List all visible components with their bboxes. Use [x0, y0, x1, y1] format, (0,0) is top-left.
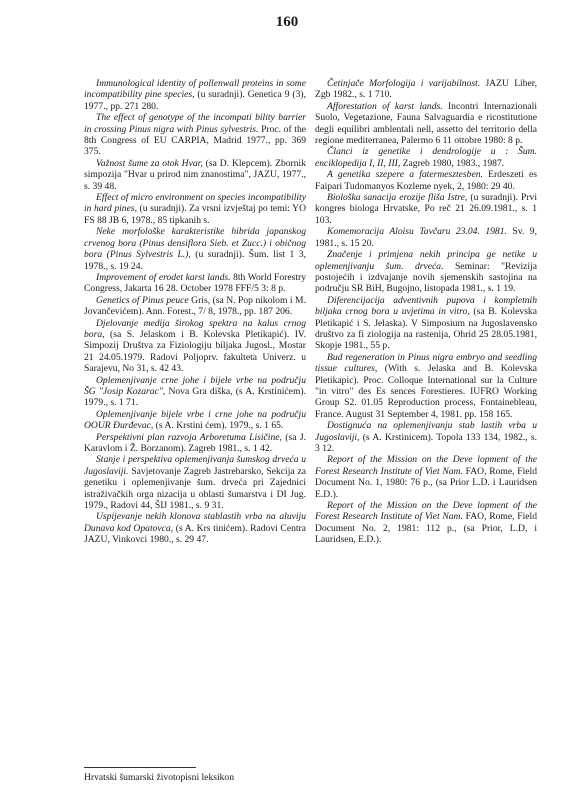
entry-title: Report of the Mission on the Deve lopment of the Forest Research Institute of Viet Nam. [315, 454, 537, 477]
entry-details: (With s. Jelaska and B. Kolevska Pletikapic). Proc. Colloque International sur la Culture "in vitro" des Es sences Forestieres. IUFRO Working Group S2. 01.05 Reproduction process, Fontainebleau, France. August 31 September 4, 1981. pp. 158 165. [315, 363, 538, 420]
entry-title: Značenje i primjena nekih principa ge netike u oplemenjivanju šum. drveća. [315, 249, 537, 272]
entry-details: (sa B. Kolevska Pletikapić i S. Jelaska). V Simposium na Jugoslavensko društvo za fi ziologija na rastenija, Ohrid 25 28.05.1981, Skopje 1981., 55 p. [315, 306, 537, 352]
entry-details: FAO, Rome, Field Document No. 2, 1981: 112 p., (sa Prior, L.D, i Lauridsen, E.D.). [315, 511, 537, 546]
entry-title: Improvement of erodet karst lands. [96, 271, 231, 283]
bibliography-entry [84, 78, 306, 112]
entry-title: Uspijevanje nekih klonova stablastih vrba na aluviju Dunava kod Opatovca, [84, 511, 306, 534]
bibliography-entry [84, 295, 306, 318]
entry-details: Incontri Internazionali Suolo, Vegetazione, Fauna Salvaguardia e ricostitutione degli equilibri amblentali nell, assetto del territorio della regione mediterranea, Palermo 6 11 ottobre 1980: 8 p. [315, 100, 537, 147]
bibliography-entry [315, 226, 537, 249]
entry-details: (sa S. Jelaskom i B. Kolevska Pletikapić). IV. Simpozij Društva za Fiziologiju biljaka Jugosl., Mostar 21 24.05.1979. Radovi Poljoprv. fakulteta Univerz. u Sarajevu, No 31, s. 42 43. [84, 328, 306, 375]
entry-details: Savjetovanje Zagreb Jastrebarsko, Sekcija za genetiku i oplemenjivanje šum. drveća pri Zajednici istraživačkih orga nizacija u oblasti šumarstva i DI Jug. 1979., Radovi 44, ŠIJ 1981., s. 9 31. [84, 465, 306, 512]
bibliography-entry [84, 112, 306, 158]
entry-title: Perspektivni plan razvoja Arboretuma Lisičine, [96, 431, 282, 443]
entry-title: Bud regeneration in Pinus nigra embryo and seedling tissue cultures, [315, 351, 537, 375]
page-number: 160 [275, 14, 299, 30]
entry-title: Diferencijacija adventivnih pupova i kompletnih biljaka crnog bora u uvjetima in vitro, [315, 294, 537, 318]
entry-title: Dostignuća na oplemenjivanju stab lastih vrba u Jugoslaviji, [315, 420, 537, 443]
entry-details: JAZU Liber, Zgb 1982., s. 1 710. [315, 78, 537, 101]
entry-title: Komemoracija Aloisu Tavčaru 23.04. 1981. [327, 226, 507, 238]
bibliography-entry [315, 146, 537, 169]
entry-details: (u suradnji). Šum. list 1 3, 1978., s. 19 24. [84, 249, 306, 272]
bibliography-entry [315, 101, 537, 147]
entry-title: Afforestation of karst lands. [327, 100, 443, 112]
bibliography-entry [84, 375, 306, 409]
footer-divider [84, 767, 196, 768]
entry-title: Stanje i perspektiva oplemenjivanja šumskog drveća u Jugoslaviji. [84, 454, 306, 477]
bibliography-entry [315, 500, 537, 546]
bibliography-entry [84, 318, 306, 375]
bibliography-entry [84, 226, 306, 272]
entry-title: Effect of micro environment on species incompatibility in hard pines, [84, 192, 306, 215]
entry-details: (u suradnji). Genetica 9 (3), 1977., pp. 271 280. [84, 89, 306, 112]
entry-title: Oplemenjivanje bijele vrbe i crne johe na području OOUR Đurđevac, [84, 408, 306, 432]
entry-details: Zagreb 1980, 1983., 1987. [400, 157, 505, 169]
bibliography-entry [84, 158, 306, 192]
entry-details: (s A. Krs tinićem). Radovi Centra JAZU, Vinkovci 1980., s. 29 47. [84, 522, 306, 546]
entry-details: (u suradnji). Za vrsni izvještaj po temi: YO FS 88 JB 6, 1978., 85 tipkanih s. [84, 203, 307, 226]
bibliography-entry [84, 454, 306, 511]
entry-details: (s A. Krstini ćem). 1979., s. 1 65. [153, 420, 284, 432]
bibliography-entry [84, 192, 306, 226]
entry-details: Sv. 9, 1981., s. 15 20. [315, 226, 537, 249]
entry-title: Važnost šume za otok Hvar, [96, 157, 203, 169]
entry-details: FAO, Rome, Field Document No. 1, 1980: 76 p., (sa Prior L.D. i Lauridsen E.D.). [315, 465, 537, 500]
entry-title: Genetics of Pinus peuce [96, 294, 189, 306]
entry-details: (sa D. Klepcem). Zbornik simpozija "Hvar u prirod nim znanostima", JAZU, 1977., s. 39 48. [84, 157, 306, 192]
entry-title: Biološka sanacija erozije fliša Istre, [327, 192, 468, 204]
entry-details: Seminar: "Revizija postojećih i izdvajanje novih sjemenskih sastojina na području SR BiH, Bugojno, listopada 1981., s. 1 19. [315, 260, 537, 295]
entry-title: Immunological identity of pollenwall proteins in some incompatibility pine species, [84, 78, 306, 101]
bibliography-entry [315, 249, 537, 295]
bibliography-entry [315, 352, 537, 420]
bibliography-entry [84, 272, 306, 295]
entry-details: Proc. of the 8th Congress of EU CARPIA, Madrid 1977., pp. 369 375. [84, 123, 306, 158]
bibliography-entry [315, 78, 537, 101]
entry-details: Erdeszeti es Faipari Tudomanyos Kozleme nyek, 2, 1980: 29 40. [315, 169, 538, 192]
entry-details: Nova Gra diška, (s A. Krstinićem). 1979., s. 1 71. [84, 385, 307, 409]
footer-text: Hrvatski šumarski životopisni leksikon [84, 772, 235, 783]
bibliography-entry [315, 454, 537, 500]
entry-title: Djelovanje medija širokog spektra na kalus crnog bora, [84, 317, 306, 340]
entry-title: Neke morfološke karakteristike hibrida japanskog crvenog bora (Pinus densiflora Sieb. et Zucc.) i običnog bora (Pinus Sylvestris L.), [84, 226, 306, 261]
left-column [84, 78, 306, 546]
entry-details: (sa J. Karavlom i Ž. Borzanom). Zagreb 1981., s. 1 42. [84, 431, 306, 454]
bibliography-entry [84, 432, 306, 455]
entry-title: Oplemenjivanje crne johe i bijele vrbe na području ŠG "Josip Kozarac", [84, 374, 306, 397]
entry-title: A genetika szepere a fatermesztesben. [327, 169, 483, 181]
entry-title: Report of the Mission on the Deve lopment of the Forest Research Institute of Viet Nam. [315, 500, 537, 523]
right-column [315, 78, 537, 546]
entry-title: Članci iz genetike i dendrologije u : Šum. enciklopedija I, II, III, [315, 146, 537, 169]
entry-details: 8th World Forestry Congress, Jakarta 16 28. October 1978 FFF/5 3: 8 p. [84, 271, 307, 295]
bibliography-entry [315, 192, 537, 226]
entry-details: (u suradnji). Prvi kongres biologa Hrvatske, Po reč 21 26.09.1981., s. 1 103. [315, 192, 538, 226]
entry-title: Četinjače Morfologija i varijabilnost. [327, 78, 481, 89]
bibliography-entry [315, 420, 537, 454]
bibliography-entry [84, 511, 306, 545]
bibliography-entry [84, 409, 306, 432]
entry-details: Gris, (sa N. Pop nikolom i M. Jovančevićem). Ann. Forest., 7/ 8, 1978., pp. 187 206. [84, 294, 306, 318]
bibliography-entry [315, 169, 537, 192]
bibliography-entry [315, 295, 537, 352]
entry-title: The effect of genotype of the incompati bility barrier in crossing Pinus nigra with Pinus sylvestris. [84, 112, 306, 135]
entry-details: (s A. Krstinicem). Topola 133 134, 1982., s. 3 12. [315, 431, 537, 454]
